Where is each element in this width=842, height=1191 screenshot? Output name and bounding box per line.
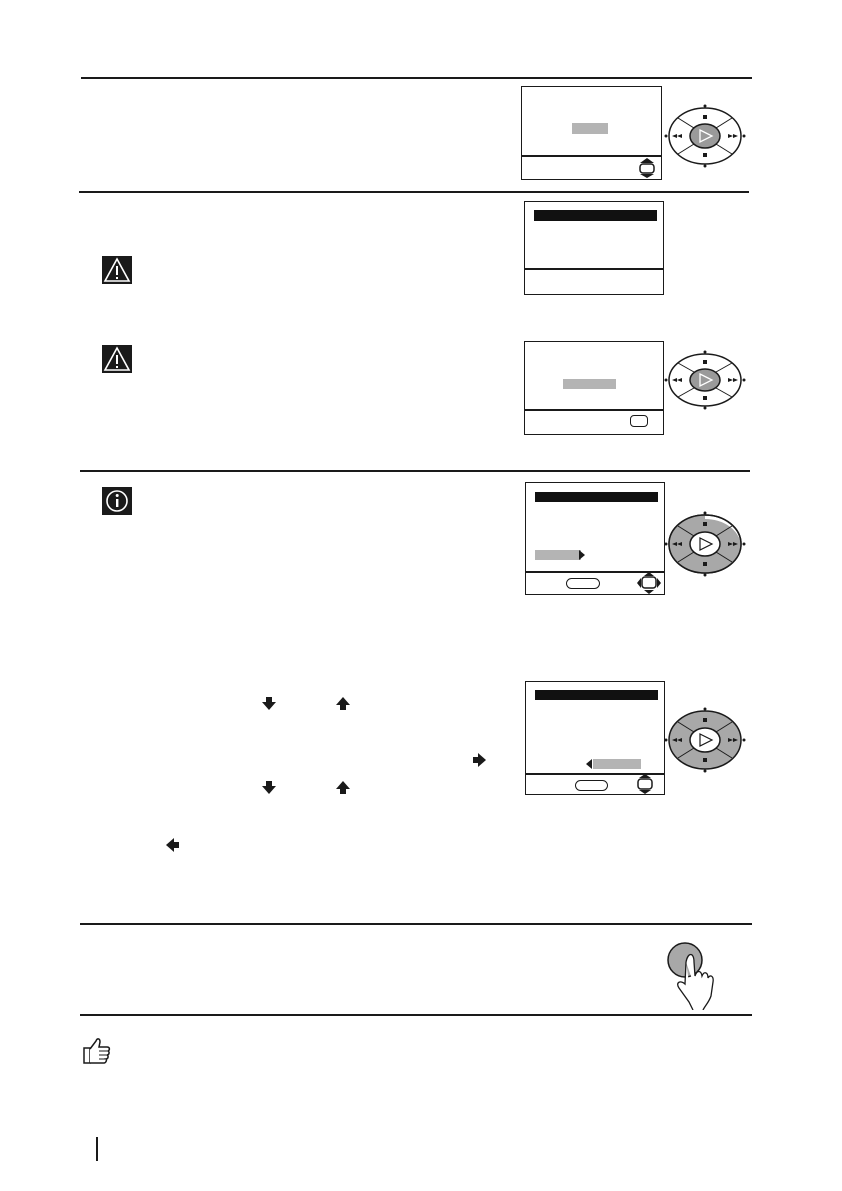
- arrow-down-icon: [262, 697, 276, 710]
- warning-triangle-icon: [102, 256, 132, 284]
- screen-divider: [525, 268, 663, 270]
- menu-highlight: [572, 123, 608, 134]
- section-rule-top: [81, 77, 752, 79]
- navigation-updown-icon: [636, 774, 654, 794]
- arrow-right-icon: [579, 550, 585, 560]
- screen-divider: [525, 409, 663, 411]
- section-rule-5: [80, 1014, 752, 1016]
- arrow-right-icon: [473, 753, 486, 767]
- section-rule-3: [80, 470, 750, 472]
- remote-control-pad-icon: [664, 350, 746, 415]
- remote-control-pad-icon: [664, 707, 746, 778]
- thumbs-up-icon: [80, 1034, 112, 1071]
- section-rule-2: [79, 191, 749, 193]
- menu-highlight: [563, 379, 616, 389]
- menu-highlight: [535, 550, 581, 560]
- hand-pressing-button-icon: [665, 940, 721, 1015]
- section-rule-4: [80, 923, 752, 925]
- menu-title-bar: [535, 492, 658, 502]
- ok-button-icon: [566, 578, 600, 589]
- tv-screen-4: [525, 482, 665, 595]
- remote-control-pad-icon: [664, 511, 746, 582]
- menu-title-bar: [535, 690, 658, 700]
- tv-screen-5: [525, 681, 665, 795]
- info-circle-icon: [102, 487, 132, 515]
- page-footer-marker: [96, 1137, 98, 1161]
- remote-control-pad-icon: [664, 104, 746, 173]
- screen-divider: [522, 155, 661, 157]
- menu-title-bar: [534, 210, 657, 221]
- tv-screen-1: [521, 86, 662, 180]
- warning-triangle-icon: [102, 345, 132, 373]
- navigation-updown-icon: [637, 158, 657, 178]
- arrow-up-icon: [336, 697, 350, 710]
- arrow-down-icon: [262, 781, 276, 794]
- tv-screen-3: [524, 341, 664, 435]
- navigation-4way-icon: [637, 572, 661, 594]
- arrow-left-icon: [166, 838, 179, 852]
- menu-highlight: [593, 759, 641, 769]
- ok-button-icon: [630, 415, 648, 427]
- ok-button-icon: [575, 780, 608, 791]
- arrow-left-icon: [586, 759, 592, 769]
- arrow-up-icon: [336, 781, 350, 794]
- tv-screen-2: [524, 201, 664, 295]
